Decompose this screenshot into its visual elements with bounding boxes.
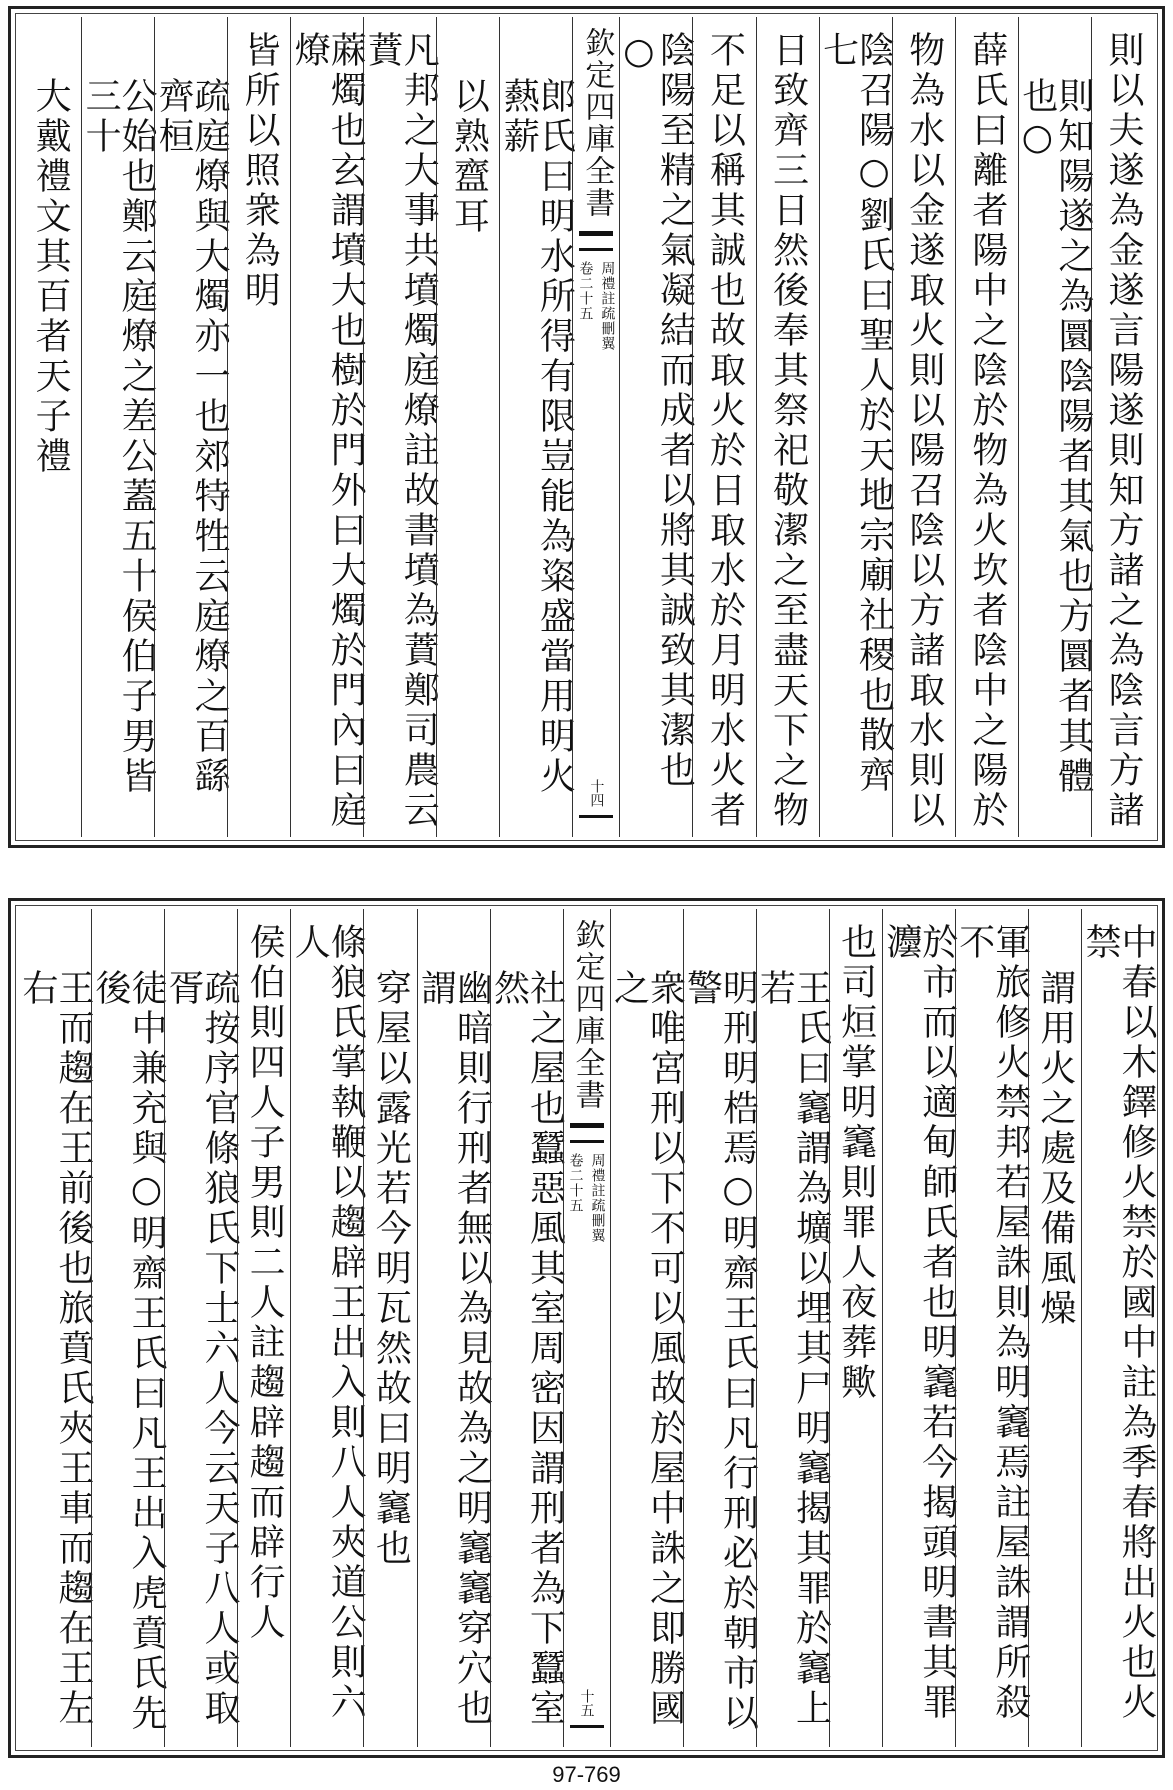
text-column: 軍旅修火禁邦若屋誅則為明竁焉註屋誅謂所殺不 — [955, 909, 1028, 1747]
book-title: 周禮註疏刪翼 — [589, 1153, 606, 1243]
fish-tail-mark-icon — [579, 231, 613, 251]
text-column: 大戴禮文其百者天子禮 — [30, 77, 72, 477]
text-column: 王而趨在王前後也旅賁氏夾王車而趨在王左右 — [17, 969, 94, 1729]
text-column: 以熟齍耳 — [436, 17, 499, 837]
text-column: 薛氏曰離者陽中之陰於物為火坎者陰中之陽於 — [955, 17, 1018, 837]
text-column: 蔴燭也玄謂墳大也樹於門外曰大燭於門內曰庭燎 — [290, 17, 363, 837]
leaf-number: 十四 — [588, 779, 605, 807]
collection-title: 欽定四庫全書 — [569, 919, 605, 1111]
center-gutter — [563, 909, 610, 1747]
book-title: 周禮註疏刪翼 — [599, 261, 616, 351]
collection-title: 欽定四庫全書 — [579, 27, 615, 219]
text-columns — [17, 909, 1157, 1747]
text-column: 於市而以適甸師氏者也明竁若今揭頭明書其罪灋 — [882, 909, 955, 1747]
volume-number: 卷二十五 — [567, 1153, 584, 1213]
text-column: 穿屋以露光若今明瓦然故曰明竁也 — [363, 909, 416, 1747]
text-column: 陰陽至精之氣凝結而成者以將其誠致其潔也○ — [619, 17, 692, 837]
text-column: 凡邦之大事共墳燭庭燎註故書墳為蕡鄭司農云蕡 — [363, 17, 436, 837]
text-column: 幽暗則行刑者無以為見故為之明竁竁穿穴也謂 — [417, 909, 490, 1747]
text-column: 明刑明梏焉○明齋王氏曰凡行刑必於朝市以警 — [683, 909, 756, 1747]
book-info — [566, 1153, 608, 1243]
page-top — [8, 6, 1165, 848]
text-column: 徒中兼充與○明齋王氏曰凡王出入虎賁氏先後 — [91, 909, 164, 1747]
text-column: 郎氏曰明水所得有限豈能為粢盛當用明火爇薪 — [499, 17, 572, 837]
text-column: 則知陽遂之為圜陰陽者其氣也方圜者其體也○ — [1018, 17, 1091, 837]
text-column: 謂用火之處及備風燥 — [1028, 909, 1081, 1747]
text-column: 社之屋也蠶惡風其室周密因謂刑者為下蠶室然 — [490, 909, 563, 1747]
text-column: 條狼氏掌執鞭以趨辟王出入則八人夾道公則六人 — [290, 909, 363, 1747]
text-column: 陰召陽○劉氏曰聖人於天地宗廟社稷也散齊七 — [819, 17, 892, 837]
page-number-footer: 97-769 — [552, 1762, 621, 1787]
center-gutter — [572, 17, 619, 837]
text-column: 疏按序官條狼氏下士六人今云天子八人或取胥 — [164, 909, 237, 1747]
page-bottom — [8, 898, 1165, 1758]
text-column: 日致齊三日然後奉其祭祀敬潔之至盡天下之物 — [756, 17, 819, 837]
fish-tail-mark-bottom-icon — [570, 1725, 604, 1737]
text-column: 中春以木鐸修火禁於國中註為季春將出火也火禁 — [1081, 909, 1154, 1747]
book-info — [575, 261, 617, 351]
volume-number: 卷二十五 — [577, 261, 594, 321]
text-column: 疏庭燎與大燭亦一也郊特牲云庭燎之百繇齊桓 — [154, 17, 227, 837]
text-column: 侯伯則四人子男則二人註趨辟趨而辟行人 — [237, 909, 290, 1747]
text-column: 衆唯宮刑以下不可以風故於屋中誅之即勝國之 — [610, 909, 683, 1747]
text-column: 也司烜掌明竁則罪人夜葬歟 — [829, 909, 882, 1747]
text-column: 則以夫遂為金遂言陽遂則知方諸之為陰言方諸 — [1091, 17, 1154, 837]
text-column: 不足以稱其誠也故取火於日取水於月明水火者 — [692, 17, 755, 837]
leaf-number: 十五 — [578, 1689, 595, 1717]
fish-tail-mark-icon — [570, 1123, 604, 1143]
text-column: 皆所以照衆為明 — [227, 17, 290, 837]
fish-tail-mark-bottom-icon — [579, 815, 613, 827]
text-column: 公始也鄭云庭燎之差公蓋五十侯伯子男皆三十 — [81, 17, 154, 837]
text-columns — [19, 17, 1154, 837]
text-column: 物為水以金遂取火則以陽召陰以方諸取水則以 — [892, 17, 955, 837]
text-column: 王氏曰竁謂為壙以埋其尸明竁揭其罪於竁上若 — [756, 909, 829, 1747]
